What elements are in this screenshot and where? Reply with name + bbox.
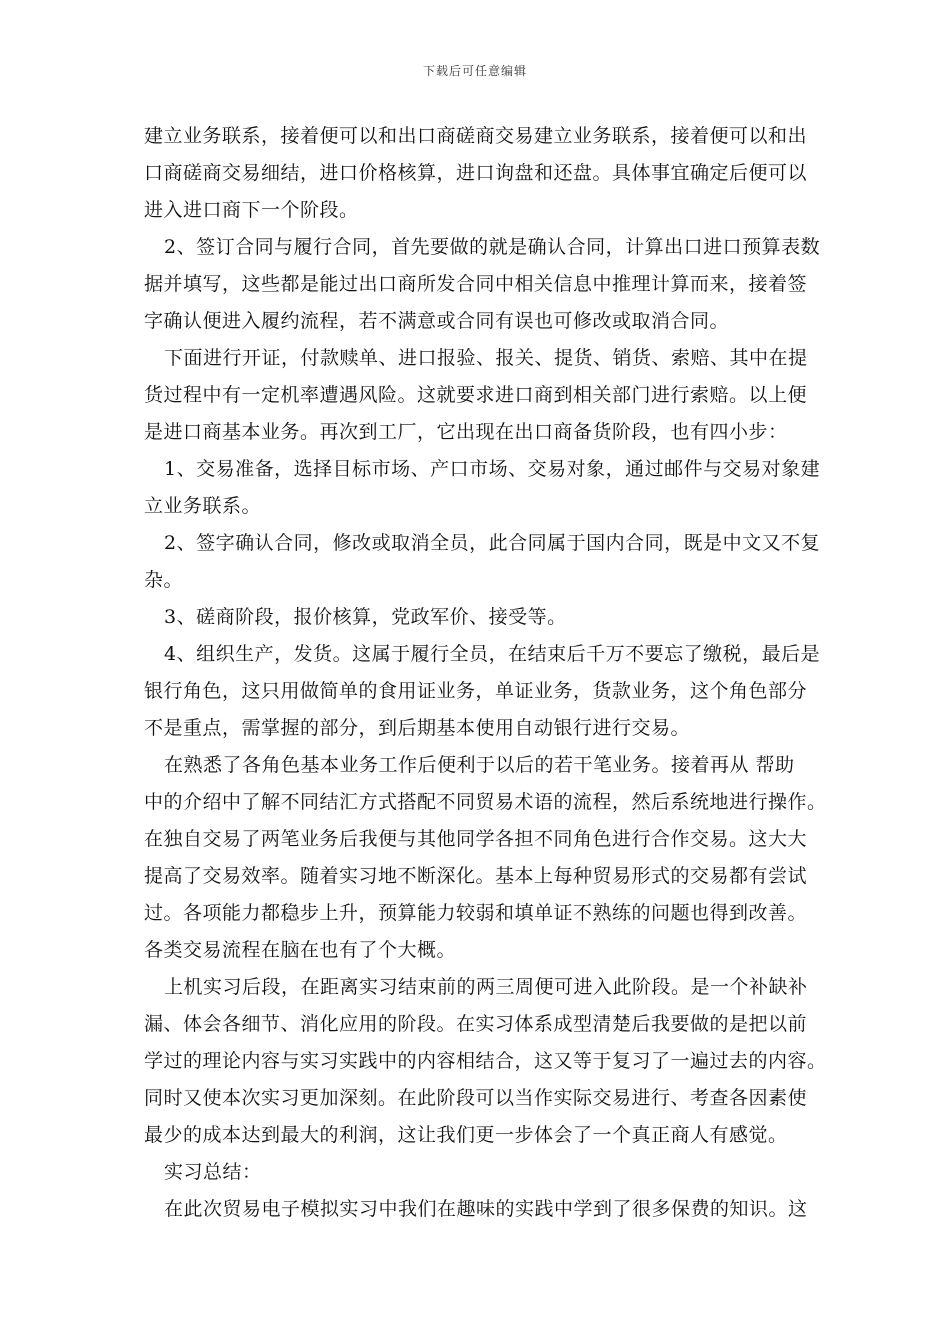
- text-line: 杂。: [144, 569, 184, 591]
- text-line: 进入进口商下一个阶段。: [144, 199, 359, 221]
- text-line: 过。各项能力都稳步上升，预算能力较弱和填单证不熟练的问题也得到改善。: [144, 902, 808, 924]
- text-line: 2、签字确认合同，修改或取消全员，此合同属于国内合同，既是中文又不复: [164, 532, 821, 554]
- text-line: 银行角色，这只用做简单的食用证业务，单证业务，货款业务，这个角色部分: [144, 680, 808, 702]
- text-line: 最少的成本达到最大的利润，这让我们更一步体会了一个真正商人有感觉。: [144, 1124, 788, 1146]
- text-line: 口商磋商交易细结，进口价格核算，进口询盘和还盘。具体事宜确定后便可以: [144, 162, 808, 184]
- text-line: 在独自交易了两笔业务后我便与其他同学各担不同角色进行合作交易。这大大: [144, 828, 808, 850]
- text-line: 据并填写，这些都是能过出口商所发合同中相关信息中推理计算而来，接着签: [144, 273, 808, 295]
- text-line: 上机实习后段，在距离实习结束前的两三周便可进入此阶段。是一个补缺补: [164, 976, 808, 998]
- text-line: 下面进行开证，付款赎单、进口报验、报关、提货、销货、索赔、其中在提: [164, 347, 808, 369]
- text-line: 1、交易准备，选择目标市场、产口市场、交易对象，通过邮件与交易对象建: [164, 458, 821, 480]
- text-line: 学过的理论内容与实习实践中的内容相结合，这又等于复习了一遍过去的内容。: [144, 1050, 827, 1072]
- page-header: 下载后可任意编辑: [422, 64, 527, 78]
- text-line: 中的介绍中了解不同结汇方式搭配不同贸易术语的流程，然后系统地进行操作。: [144, 791, 827, 813]
- text-line: 同时又使本次实习更加深刻。在此阶段可以当作实际交易进行、考查各因素使: [144, 1087, 808, 1109]
- text-line: 实习总结：: [164, 1161, 262, 1183]
- text-line: 是进口商基本业务。再次到工厂，它出现在出口商备货阶段，也有四小步：: [144, 421, 788, 443]
- text-line: 在熟悉了各角色基本业务工作后便利于以后的若干笔业务。接着再从 帮助: [164, 754, 795, 776]
- text-line: 字确认便进入履约流程，若不满意或合同有误也可修改或取消合同。: [144, 310, 730, 332]
- text-line: 提高了交易效率。随着实习地不断深化。基本上每种贸易形式的交易都有尝试: [144, 865, 808, 887]
- text-line: 不是重点，需掌握的部分，到后期基本使用自动银行进行交易。: [144, 717, 691, 739]
- text-line: 漏、体会各细节、消化应用的阶段。在实习体系成型清楚后我要做的是把以前: [144, 1013, 808, 1035]
- text-line: 建立业务联系，接着便可以和出口商磋商交易建立业务联系，接着便可以和出: [144, 125, 808, 147]
- text-line: 3、磋商阶段，报价核算，党政军价、接受等。: [164, 606, 567, 628]
- text-line: 在此次贸易电子模拟实习中我们在趣味的实践中学到了很多保费的知识。这: [164, 1198, 808, 1220]
- text-line: 货过程中有一定机率遭遇风险。这就要求进口商到相关部门进行索赔。以上便: [144, 384, 808, 406]
- text-line: 2、签订合同与履行合同，首先要做的就是确认合同，计算出口进口预算表数: [164, 236, 821, 258]
- text-line: 4、组织生产，发货。这属于履行全员，在结束后千万不要忘了缴税，最后是: [164, 643, 821, 665]
- text-line: 各类交易流程在脑在也有了个大概。: [144, 939, 457, 961]
- text-line: 立业务联系。: [144, 495, 262, 517]
